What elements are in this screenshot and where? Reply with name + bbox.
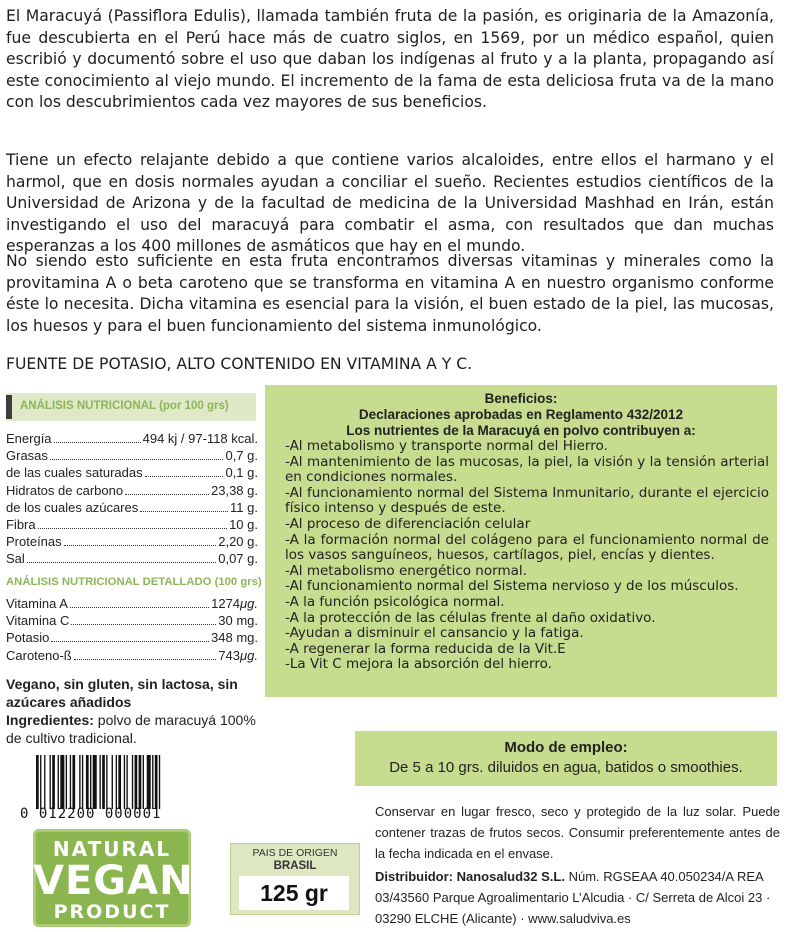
origin-label: PAIS DE ORIGEN [252,847,338,859]
benefit-item: -A la función psicológica normal. [285,593,505,610]
leader-dots [50,459,224,460]
origin-box [230,843,360,915]
row-label: Hidratos de carbono [6,482,124,498]
ingredients-label: Ingredientes: [6,712,94,728]
benefit-item: -Al mantenimiento de las mucosas, la piel, la visión y la tensión arterial en condiciones normales. [285,453,769,486]
row-value: 2,20 g. [218,534,258,550]
benefit-item: -La Vit C mejora la absorción del hierro. [285,656,552,673]
barcode-bar [36,755,39,809]
benefits-regulation: Declaraciones aprobadas en Reglamento 432/2012 [358,407,684,422]
row-label: Energía [6,431,52,446]
row-label: Caroteno-ß [6,647,72,663]
barcode-bar [58,755,59,809]
row-unit: μg. [240,647,258,663]
logo-line-natural: NATURAL [52,837,172,861]
barcode-bar [126,755,127,809]
detail-title: ANÁLISIS NUTRICIONAL DETALLADO (100 grs) [6,576,262,588]
benefit-item: -Al proceso de diferenciación celular [285,515,531,532]
benefit-item: -Al metabolismo y transporte normal del Hierro. [285,438,608,454]
nutrition-row [6,483,258,500]
row-label: Potasio [6,630,50,646]
barcode-bar [79,755,80,809]
product-notes [6,675,256,747]
row-label: Grasas [6,448,48,464]
usage-text: De 5 a 10 grs. diluidos en agua, batidos o smoothies. [389,759,743,776]
vegan-claims: Vegano, sin gluten, sin lactosa, sin azúcares añadidos [6,676,238,710]
barcode-graphic [34,755,208,809]
benefit-item: -A regenerar la forma reducida de la Vit.E [285,640,566,657]
distributor-text: Núm. RGSEAA 40.050234/A REA 03/43560 Parque Agroalimentario L’Alcudia · C/ Serreta de Alcoi 23 · 03290 ELCHE (Alicante) · www.saludviva.es [375,869,771,926]
benefits-box [265,385,777,697]
detail-row [6,648,258,665]
distributor-label: Distribuidor: Nanosalud32 S.L. [375,869,565,884]
barcode-bar [86,755,89,809]
barcode-bar [93,755,97,809]
barcode-bar [50,755,51,809]
benefit-item: -Al metabolismo energético normal. [285,562,527,579]
barcode-bar [82,755,83,809]
barcode-bar [102,755,105,809]
logo-line-product: PRODUCT [53,901,171,923]
row-label: de los cuales azúcares [6,499,139,515]
usage-box [355,731,777,786]
barcode-bar [159,755,160,809]
leader-dots [140,511,228,512]
storage-text: Conservar en lugar fresco, seco y protegido de la luz solar. Puede contener trazas de frutos secos. Consumir preferentemente antes de la fecha indicada en el envase. [375,804,780,861]
benefit-item: -Al funcionamiento normal del Sistema Inmunitario, durante el ejercicio físico intenso y después de este. [285,484,769,517]
leader-dots [27,562,216,563]
row-value: 0,1 g. [225,465,258,481]
barcode-bar [112,755,113,809]
intro-paragraph-2: Tiene un efecto relajante debido a que contiene varios alcaloides, entre ellos el harmano y el harmol, que en dosis normales ayudan a conciliar el sueño. Recientes estudios científicos de la Universidad de Arizona y de la facultad de medicina de la Universidad Mashhad en Irán, están investigando el uso del maracuyá para combatir el asma, con resultados que dan muchas esperanzas a los 400 millones de asmáticos que hay en el mundo. [6,151,774,255]
barcode-bar [143,755,144,809]
barcode-bar [152,755,153,809]
benefits-title: Beneficios: [484,391,558,406]
benefit-item: -A la formación normal del colágeno para el funcionamiento normal de los vasos sanguíneos, huesos, cartílagos, piel, encías y dientes. [285,531,769,564]
leader-dots [74,659,217,660]
distributor-info [375,866,780,929]
intro-paragraph-1: El Maracuyá (Passiflora Edulis), llamada también fruta de la pasión, es originaria de la Amazonía, fue descubierta en el Perú hace más de cuatro siglos, en 1569, por un médico español, quien escribió y documentó sobre el uso que daban los indígenas al fruto y a la planta, propagando así este conocimiento al viejo mundo. El incremento de la fama de esta deliciosa fruta va de la mano con los descubrimientos cada vez mayores de sus beneficios. [6,7,774,111]
nutrition-row [6,517,258,534]
row-label: de las cuales saturadas [6,465,143,481]
row-number: 30 [218,613,233,629]
barcode-bar [116,755,117,809]
barcode-bar [99,755,100,809]
barcode-bar [118,755,121,809]
row-value: 0,07 g. [218,551,258,567]
natural-vegan-product-logo [33,829,194,927]
nutrition-row [6,551,258,568]
row-value: 11 g. [230,499,258,515]
row-label: Sal [6,551,25,567]
row-number: 348 [211,630,233,646]
nutrition-header [6,393,256,421]
row-label: Fibra [6,516,36,532]
leader-dots [38,528,227,529]
net-weight: 125 gr [239,876,349,910]
nutrition-title: ANÁLISIS NUTRICIONAL (por 100 grs) [20,400,229,412]
row-unit: mg. [232,613,258,629]
intro-paragraph-3: No siendo esto suficiente en esta fruta encontramos diversas vitaminas y minerales como la provitamina A o beta caroteno que se transforma en vitamina A en nuestro organismo conforme éste lo necesita. Dicha vitamina es esencial para la visión, el buen estado de la piel, las mucosas, los huesos y para el buen funcionamiento del sistema inmunológico. [6,252,774,335]
benefits-list [265,439,777,673]
nutrition-table [6,431,258,569]
barcode-bar [44,755,45,809]
nutrition-row [6,448,258,465]
leader-dots [125,494,209,495]
detail-row [6,613,258,630]
barcode-bar [132,755,133,809]
row-value: 494 kj / 97-118 kcal. [142,431,258,446]
row-unit: mg. [232,630,258,646]
barcode-bar [52,755,55,809]
barcode-digits: 0 012200 000001 [20,806,162,822]
row-value: 10 g. [229,516,258,532]
ingredients-text: polvo de maracuyá 100% de cultivo tradicional. [6,712,256,746]
barcode-bar [72,755,75,809]
leader-dots [51,641,209,642]
row-label: Proteínas [6,534,62,550]
benefits-intro: Los nutrientes de la Maracuyá en polvo contribuyen a: [346,423,696,438]
leader-dots [64,545,217,546]
row-value: 23,38 g. [211,482,258,498]
barcode-bar [147,755,151,809]
leader-dots [145,476,224,477]
barcode-bar [90,755,91,809]
barcode-bar [106,755,107,809]
barcode-bar [124,755,125,809]
leader-dots [54,442,141,443]
origin-country: BRASIL [273,860,317,872]
row-number: 743 [218,647,241,663]
usage-title: Modo de empleo: [504,739,628,756]
leader-dots [70,607,209,608]
barcode-bar [70,755,71,809]
nutrition-row [6,465,258,482]
header-bar [6,395,12,419]
leader-dots [71,624,216,625]
barcode-bar [139,755,142,809]
row-unit: μg. [240,596,258,611]
row-number: 1274 [211,596,241,611]
row-value: 0,7 g. [225,448,258,464]
nutrition-row [6,500,258,517]
detail-table [6,596,258,665]
headline: FUENTE DE POTASIO, ALTO CONTENIDO EN VITAMINA A Y C. [6,355,473,373]
barcode-bar [40,755,41,809]
nutrition-row [6,431,258,448]
row-label: Vitamina C [6,613,70,629]
benefit-item: -Al funcionamiento normal del Sistema nervioso y de los músculos. [285,578,739,595]
barcode-bar [155,755,158,809]
nutrition-row [6,534,258,551]
barcode-bar [66,755,67,809]
detail-row [6,630,258,647]
detail-row [6,596,258,613]
row-label: Vitamina A [6,596,68,611]
logo-line-vegan: VEGAN [33,858,194,904]
barcode-bar [135,755,138,809]
benefit-item: -A la protección de las células frente al daño oxidativo. [285,609,656,626]
benefit-item: -Ayudan a disminuir el cansancio y la fatiga. [285,625,584,642]
barcode-bar [60,755,64,809]
